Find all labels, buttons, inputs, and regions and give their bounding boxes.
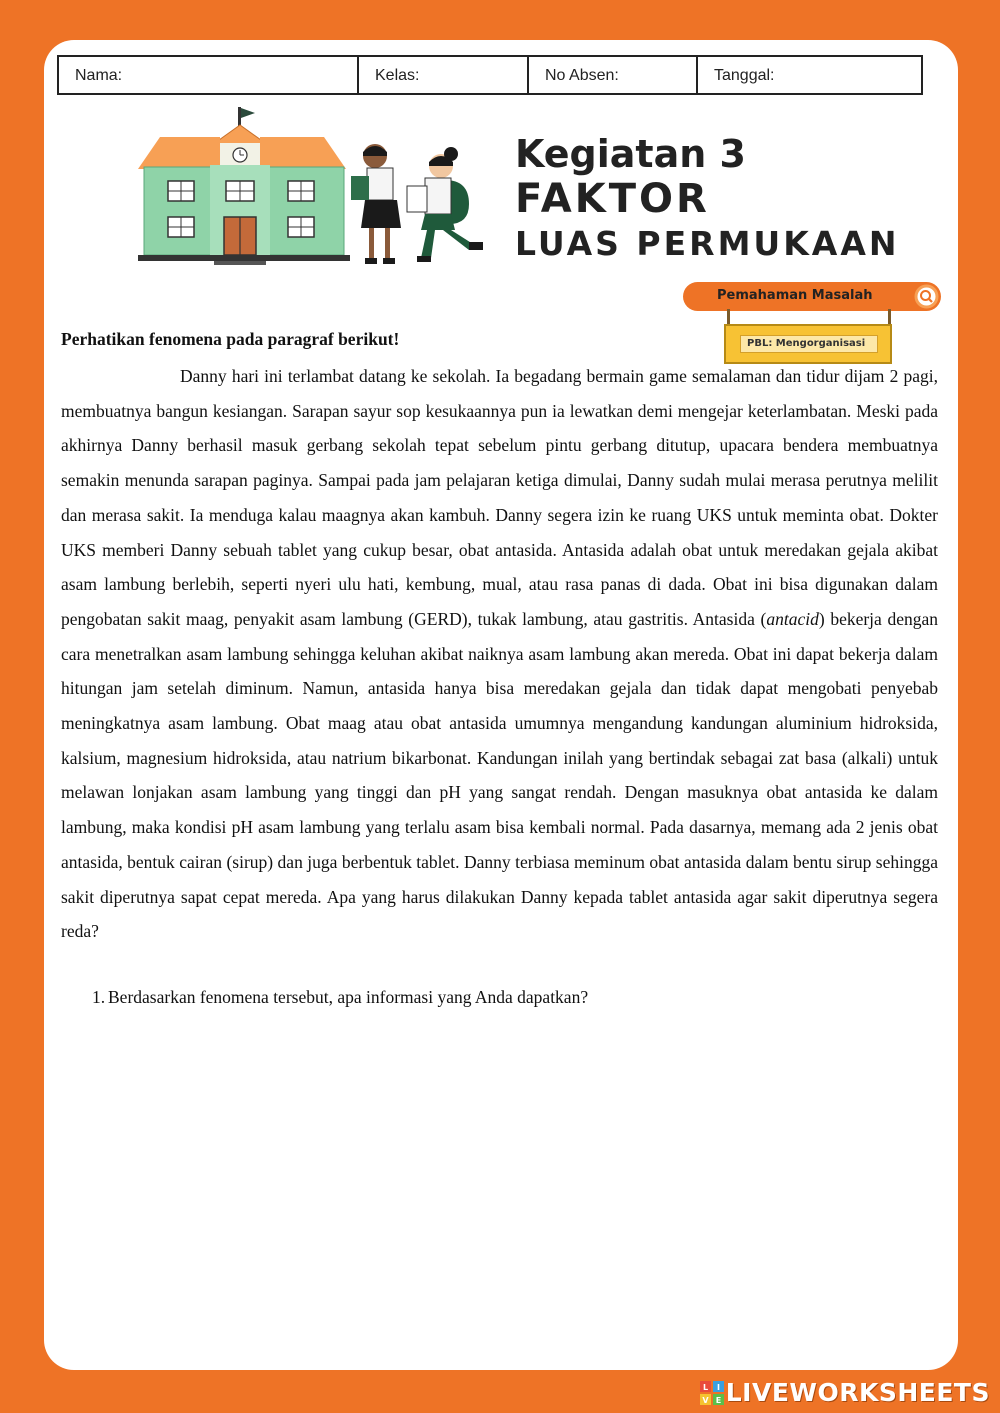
students-illustration — [345, 140, 495, 270]
title-line-3: LUAS PERMUKAAN — [515, 224, 900, 263]
name-field[interactable]: Nama: — [59, 57, 359, 93]
search-icon — [914, 284, 939, 309]
liveworksheets-logo-icon — [700, 1381, 724, 1405]
liveworksheets-brand[interactable] — [700, 1378, 990, 1407]
instruction-heading: Perhatikan fenomena pada paragraf berikut! — [61, 329, 400, 349]
title-line-2: FAKTOR — [515, 176, 710, 222]
school-building-illustration — [138, 105, 350, 265]
question-number: 1. — [92, 987, 106, 1007]
student-info-table — [57, 55, 923, 95]
pbl-sign — [724, 324, 892, 364]
paragraph-text-2: ) bekerja dengan cara menetralkan asam lambung sehingga keluhan akibat naiknya asam lambung akan mereda. Obat ini dapat bekerja dalam hitungan jam setelah diminum. Namun, antasida hanya bisa meredakan gejala dan tidak dapat mengobati penyebab meningkatnya asam lambung. Obat maag atau obat antasida umumnya mengandung kandungan aluminium hidroksida, kalsium, magnesium hidroksida, atau natrium bikarbonat. Kandungan inilah yang bertindak sebagai zat basa (alkali) untuk melawan lonjakan asam lambung yang tinggi dan pH yang sangat rendah. Dengan masuknya obat antasida ke dalam lambung, maka kondisi pH asam lambung yang terlalu asam bisa kembali normal. Pada dasarnya, memang ada 2 jenis obat antasida, bentuk cairan (sirup) dan juga berbentuk tablet. Danny terbiasa meminum obat antasida dalam bentu sirup sehingga sakit diperutnya sapat cepat mereda. Apa yang harus dilakukan Danny kepada tablet antasida agar sakit diperutnya segera reda? — [61, 608, 938, 942]
liveworksheets-wordmark: LIVEWORKSHEETS — [725, 1378, 990, 1407]
logo-letter-v: V — [702, 1395, 709, 1405]
title-line-1: Kegiatan 3 — [515, 132, 746, 176]
section-pill — [683, 282, 941, 311]
logo-letter-l: L — [702, 1382, 708, 1392]
question-text: Berdasarkan fenomena tersebut, apa informasi yang Anda dapatkan? — [108, 987, 589, 1007]
class-field[interactable]: Kelas: — [359, 57, 529, 93]
absence-number-field[interactable]: No Absen: — [529, 57, 698, 93]
pbl-sign-label: PBL: Mengorganisasi — [740, 335, 878, 353]
activity-title — [515, 132, 899, 266]
question-1 — [92, 987, 588, 1008]
paragraph-text-1: Danny hari ini terlambat datang ke sekolah. Ia begadang bermain game semalaman dan tidur dijam 2 pagi, membuatnya bangun kesiangan. Sarapan sayur sop kesukaannya pun ia lewatkan demi mengejar keterlambatan. Meski pada akhirnya Danny berhasil masuk gerbang sekolah tepat sebelum pintu gerbang ditutup, upacara bendera membuatnya semakin menunda sarapan paginya. Sampai pada jam pelajaran ketiga dimulai, Danny sudah mulai merasa perutnya melilit dan merasa sakit. Ia menduga kalau maagnya akan kambuh. Danny segera izin ke ruang UKS untuk meminta obat. Dokter UKS memberi Danny sebuah tablet yang cukup besar, obat antasida. Antasida adalah obat untuk meredakan gejala akibat asam lambung berlebih, seperti nyeri ulu hati, kembung, mual, atau rasa panas di dada. Obat ini bisa digunakan dalam pengobatan sakit maag, penyakit asam lambung (GERD), tukak lambung, atau gastritis. Antasida ( — [61, 366, 938, 629]
logo-letter-e: E — [715, 1395, 721, 1405]
phenomenon-paragraph — [61, 359, 938, 949]
section-pill-label: Pemahaman Masalah — [717, 288, 873, 303]
logo-letter-i: I — [716, 1382, 720, 1392]
paragraph-italic-term: antacid — [766, 608, 819, 629]
date-field[interactable]: Tanggal: — [714, 67, 775, 84]
